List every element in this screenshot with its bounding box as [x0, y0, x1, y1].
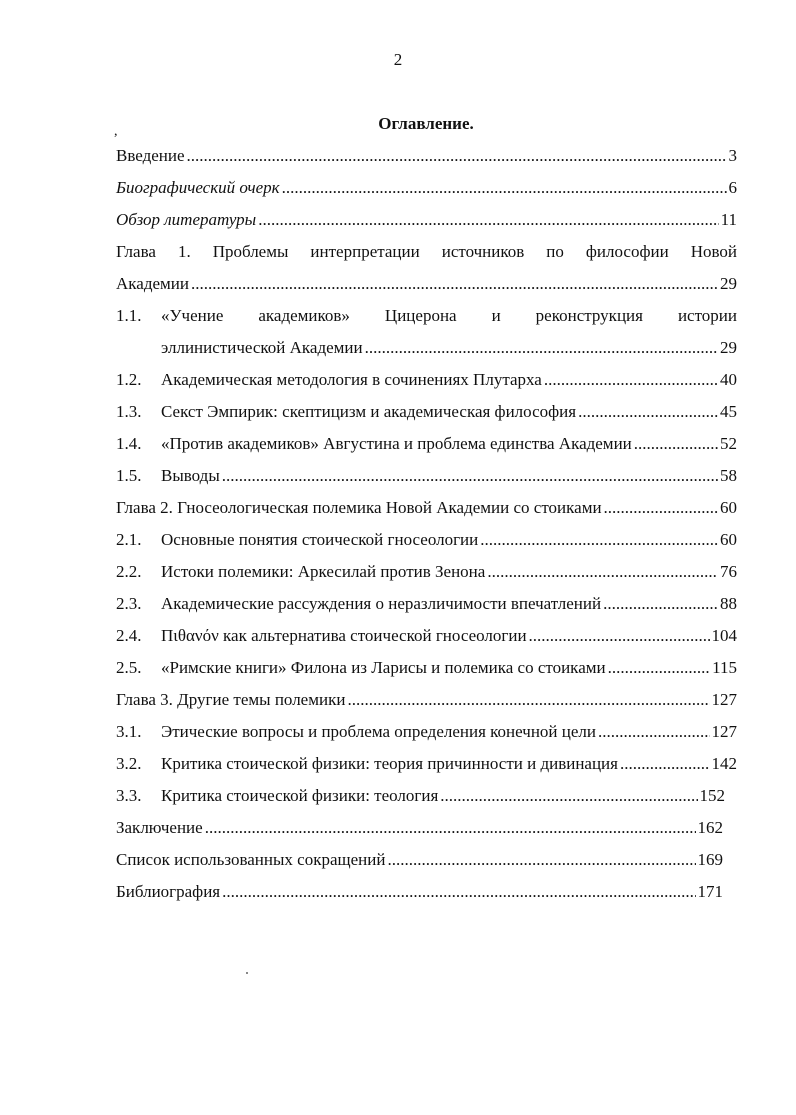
- toc-entry-1-3[interactable]: [116, 402, 737, 434]
- toc-leader-dots: [191, 274, 718, 294]
- toc-entry-chapter-1[interactable]: [116, 242, 737, 306]
- toc-entry-2-4[interactable]: [116, 626, 737, 658]
- toc-entry-text: Выводы: [161, 466, 220, 485]
- toc-leader-dots: [387, 850, 695, 870]
- page-number: 2: [393, 50, 403, 69]
- toc-entry-page: 60: [720, 530, 737, 549]
- toc-entry-page: 104: [711, 626, 737, 645]
- toc-entry-text: Обзор литературы: [116, 210, 257, 229]
- toc-entry-page: 142: [711, 754, 737, 773]
- toc-entry-number: 2.5.: [116, 658, 142, 677]
- toc-entry-literature-review[interactable]: [116, 210, 737, 242]
- toc-entry-number: 2.1.: [116, 530, 142, 549]
- toc-leader-dots: [222, 882, 695, 902]
- toc-entry-page: 169: [697, 850, 723, 869]
- toc-entry-number: 1.5.: [116, 466, 142, 485]
- toc-entry-abbreviations[interactable]: [116, 850, 723, 882]
- toc-leader-dots: [440, 786, 697, 806]
- toc-entry-2-5[interactable]: [116, 658, 737, 690]
- toc-entry-number: 3.3.: [116, 786, 142, 805]
- print-speck: [246, 972, 248, 974]
- toc-entry-number: 2.2.: [116, 562, 142, 581]
- toc-entry-text: Биографический очерк: [116, 178, 280, 197]
- toc-entry-page: 45: [720, 402, 737, 421]
- toc-entry-page: 76: [720, 562, 737, 581]
- toc-entry-conclusion[interactable]: [116, 818, 723, 850]
- toc-entry-chapter-2[interactable]: [116, 498, 737, 530]
- toc-entry-page: 6: [728, 178, 737, 197]
- toc-entry-text: Глава 2. Гносеологическая полемика Новой Академии со стоиками: [116, 498, 602, 517]
- toc-entry-number: 1.4.: [116, 434, 142, 453]
- toc-entry-text: Академическая методология в сочинениях Плутарха: [161, 370, 542, 389]
- toc-entry-text: Библиография: [116, 882, 221, 901]
- toc-leader-dots: [282, 178, 727, 198]
- toc-entry-text: Основные понятия стоической гносеологии: [161, 530, 479, 549]
- toc-leader-dots: [544, 370, 718, 390]
- toc-entry-text: «Учение академиков» Цицерона и реконструкция истории: [161, 306, 737, 325]
- toc-entry-number: 1.2.: [116, 370, 142, 389]
- toc-leader-dots: [347, 690, 709, 710]
- toc-entry-text: Критика стоической физики: теология: [161, 786, 439, 805]
- toc-entry-text: Заключение: [116, 818, 203, 837]
- toc-leader-dots: [365, 338, 718, 358]
- toc-entry-text: Список использованных сокращений: [116, 850, 386, 869]
- toc-leader-dots: [480, 530, 718, 550]
- toc-entry-page: 52: [720, 434, 737, 453]
- toc-entry-3-2[interactable]: [116, 754, 737, 786]
- toc-entry-page: 58: [720, 466, 737, 485]
- toc-leader-dots: [620, 754, 710, 774]
- toc-entry-text: Πιθανόν как альтернатива стоической гносеологии: [161, 626, 527, 645]
- toc-entry-page: 29: [720, 338, 737, 357]
- toc-entry-page: 127: [711, 690, 737, 709]
- toc-entry-biography[interactable]: [116, 178, 737, 210]
- toc-entry-text: Глава 3. Другие темы полемики: [116, 690, 346, 709]
- toc-entry-1-2[interactable]: [116, 370, 737, 402]
- toc-entry-text: Истоки полемики: Аркесилай против Зенона: [161, 562, 486, 581]
- toc-entry-number: 2.3.: [116, 594, 142, 613]
- toc-title: Оглавление.: [378, 114, 474, 133]
- toc-entry-introduction[interactable]: [116, 146, 737, 178]
- toc-leader-dots: [603, 594, 718, 614]
- toc-leader-dots: [487, 562, 718, 582]
- toc-leader-dots: [578, 402, 718, 422]
- toc-entry-1-5[interactable]: [116, 466, 737, 498]
- toc-leader-dots: [258, 210, 718, 230]
- toc-leader-dots: [598, 722, 710, 742]
- stray-mark: ,: [114, 124, 118, 139]
- toc-entry-text: «Против академиков» Августина и проблема единства Академии: [161, 434, 632, 453]
- toc-entry-bibliography[interactable]: [116, 882, 723, 914]
- toc-entry-number: 1.3.: [116, 402, 142, 421]
- toc-entry-text: Критика стоической физики: теория причинности и дивинация: [161, 754, 618, 773]
- toc-entry-page: 127: [711, 722, 737, 741]
- toc-entry-text: Академические рассуждения о неразличимости впечатлений: [161, 594, 602, 613]
- toc-entry-3-1[interactable]: [116, 722, 737, 754]
- toc-entry-page: 60: [720, 498, 737, 517]
- toc-entry-chapter-3[interactable]: [116, 690, 737, 722]
- toc-entry-text: Глава 1. Проблемы интерпретации источников по философии Новой: [116, 242, 737, 261]
- toc-entry-number: 2.4.: [116, 626, 142, 645]
- toc-entry-text: Этические вопросы и проблема определения конечной цели: [161, 722, 596, 741]
- table-of-contents: [116, 146, 737, 914]
- toc-entry-page: 162: [697, 818, 723, 837]
- toc-entry-page: 3: [728, 146, 737, 165]
- toc-entry-2-1[interactable]: [116, 530, 737, 562]
- toc-leader-dots: [187, 146, 727, 166]
- toc-entry-page: 40: [720, 370, 737, 389]
- toc-entry-page: 115: [712, 658, 737, 677]
- toc-entry-text: Секст Эмпирик: скептицизм и академическая философия: [161, 402, 577, 421]
- toc-entry-page: 152: [699, 786, 725, 805]
- toc-entry-1-4[interactable]: [116, 434, 737, 466]
- toc-entry-2-3[interactable]: [116, 594, 737, 626]
- toc-entry-page: 11: [720, 210, 737, 229]
- toc-leader-dots: [608, 658, 711, 678]
- toc-leader-dots: [604, 498, 718, 518]
- toc-entry-text: Введение: [116, 146, 185, 165]
- toc-entry-page: 171: [697, 882, 723, 901]
- toc-entry-number: 3.2.: [116, 754, 142, 773]
- toc-leader-dots: [634, 434, 718, 454]
- toc-entry-page: 29: [720, 274, 737, 293]
- toc-entry-2-2[interactable]: [116, 562, 737, 594]
- toc-entry-1-1[interactable]: [116, 306, 737, 370]
- toc-leader-dots: [205, 818, 696, 838]
- toc-entry-3-3[interactable]: [116, 786, 725, 818]
- toc-entry-page: 88: [720, 594, 737, 613]
- toc-entry-text-continued: эллинистической Академии: [161, 338, 363, 357]
- toc-entry-text: «Римские книги» Филона из Ларисы и полемика со стоиками: [161, 658, 606, 677]
- toc-leader-dots: [529, 626, 710, 646]
- toc-entry-number: 3.1.: [116, 722, 142, 741]
- toc-entry-text-continued: Академии: [116, 274, 189, 293]
- toc-leader-dots: [222, 466, 718, 486]
- toc-entry-number: 1.1.: [116, 306, 142, 325]
